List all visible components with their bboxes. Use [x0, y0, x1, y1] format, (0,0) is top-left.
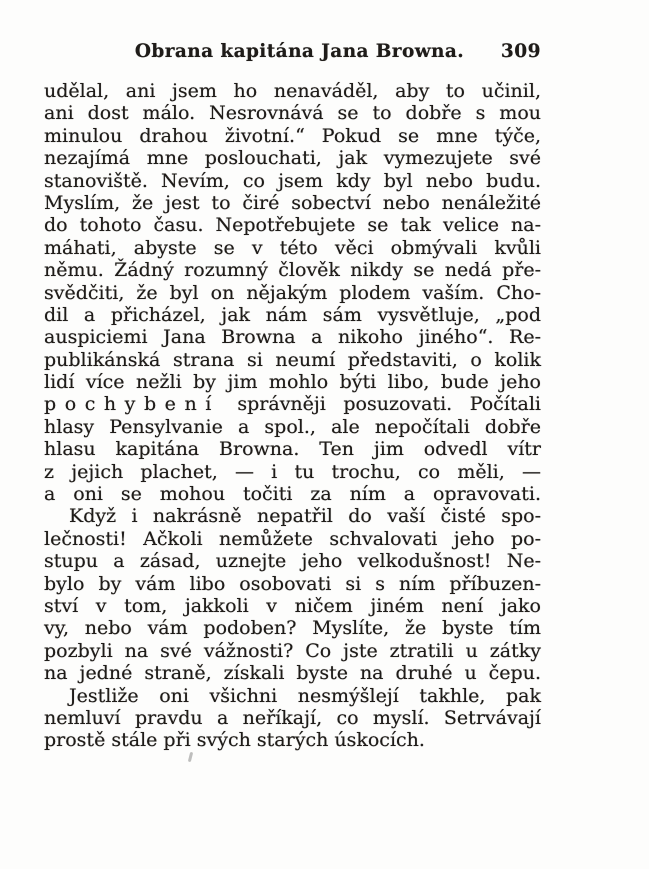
- text-line: [44, 707, 541, 729]
- text-line: [44, 595, 541, 617]
- text-line: [44, 214, 541, 236]
- text-line: [44, 147, 541, 169]
- text-line: [44, 304, 541, 326]
- line-segment: Myslím, že jest to čiré sobectví nebo nenáležité: [44, 191, 541, 214]
- text-line: [44, 371, 541, 393]
- text-line: [44, 349, 541, 371]
- line-segment: máhati, abyste se v této věci obmývali kvůli: [44, 236, 541, 259]
- line-segment: správněji posuzovati. Počítali: [219, 393, 541, 416]
- text-line: [44, 170, 541, 192]
- text-line: [44, 483, 541, 505]
- line-segment: z jejich plachet, — i tu trochu, co měli, —: [44, 460, 541, 483]
- running-title: Obrana kapitána Jana Browna.: [134, 41, 465, 62]
- text-line: [44, 416, 541, 438]
- line-segment: ani dost málo. Nesrovnává se to dobře s mou: [44, 102, 541, 125]
- body-text: [44, 80, 541, 752]
- text-line: [44, 438, 541, 460]
- text-line: [44, 505, 541, 527]
- text-line: [44, 326, 541, 348]
- line-segment: publikánská strana si neumí představiti, o kolik: [44, 348, 541, 371]
- text-line: [44, 685, 541, 707]
- line-segment: stanoviště. Nevím, co jsem kdy byl nebo budu.: [44, 169, 541, 192]
- text-line: [44, 282, 541, 304]
- text-line: [44, 461, 541, 483]
- text-line: [44, 550, 541, 572]
- line-segment: dil a přicházel, jak nám sám vysvětluje, „pod: [44, 303, 541, 326]
- page-header: [44, 41, 541, 65]
- line-segment: auspiciemi Jana Browna a nikoho jiného“. Re-: [44, 326, 541, 349]
- line-segment: nezajímá mne poslouchati, jak vymezujete své: [44, 147, 541, 170]
- line-segment: bylo by vám libo osobovati si s ním příbuzen-: [44, 572, 541, 595]
- text-line: [44, 573, 541, 595]
- line-segment: pozbyli na své vážnosti? Co jste ztratili u zátky: [44, 639, 541, 662]
- text-line: [44, 662, 541, 684]
- line-segment: Jestliže oni všichni nesmýšlejí takhle, pak: [69, 684, 541, 707]
- letterspaced-word: pochybení: [44, 393, 220, 416]
- line-segment: lidí více nežli by jim mohlo býti libo, bude jeho: [44, 371, 541, 394]
- text-line: [44, 80, 541, 102]
- text-line: [44, 102, 541, 124]
- line-segment: svědčiti, že byl on nějakým plodem vaším. Cho-: [44, 281, 541, 304]
- line-segment: prostě stále při svých starých úskocích.: [44, 729, 425, 752]
- text-line: [44, 640, 541, 662]
- text-line: [44, 125, 541, 147]
- line-segment: hlasy Pensylvanie a spol., ale nepočítali dobře: [44, 415, 541, 438]
- line-segment: na jedné straně, získali byste na druhé u čepu.: [44, 662, 541, 685]
- text-line: [44, 617, 541, 639]
- line-segment: ství v tom, jakkoli v ničem jiném není jako: [44, 594, 541, 617]
- line-segment: Když i nakrásně nepatřil do vaší čisté spo-: [69, 505, 541, 528]
- line-segment: a oni se mohou točiti za ním a opravovati.: [44, 483, 541, 506]
- line-segment: lečnosti! Ačkoli nemůžete schvalovati jeho po-: [44, 527, 541, 550]
- text-line: [44, 259, 541, 281]
- line-segment: vy, nebo vám podoben? Myslíte, že byste tím: [44, 617, 541, 640]
- line-segment: udělal, ani jsem ho nenaváděl, aby to učinil,: [44, 80, 541, 102]
- line-segment: minulou drahou životní.“ Pokud se mne týče,: [44, 124, 541, 147]
- text-line: [44, 528, 541, 550]
- text-line: [44, 729, 541, 751]
- page-number: 309: [500, 41, 541, 62]
- text-line: [44, 237, 541, 259]
- line-segment: hlasu kapitána Browna. Ten jim odvedl vítr: [44, 438, 541, 461]
- ink-speck: [188, 752, 193, 762]
- line-segment: němu. Žádný rozumný člověk nikdy se nedá pře-: [44, 259, 541, 282]
- line-segment: do tohoto času. Nepotřebujete se tak velice na-: [44, 214, 541, 237]
- text-line: [44, 393, 541, 415]
- line-segment: stupu a zásad, uznejte jeho velkodušnost! Ne-: [44, 550, 541, 573]
- line-segment: nemluví pravdu a neříkají, co myslí. Setrvávají: [44, 706, 541, 729]
- text-line: [44, 192, 541, 214]
